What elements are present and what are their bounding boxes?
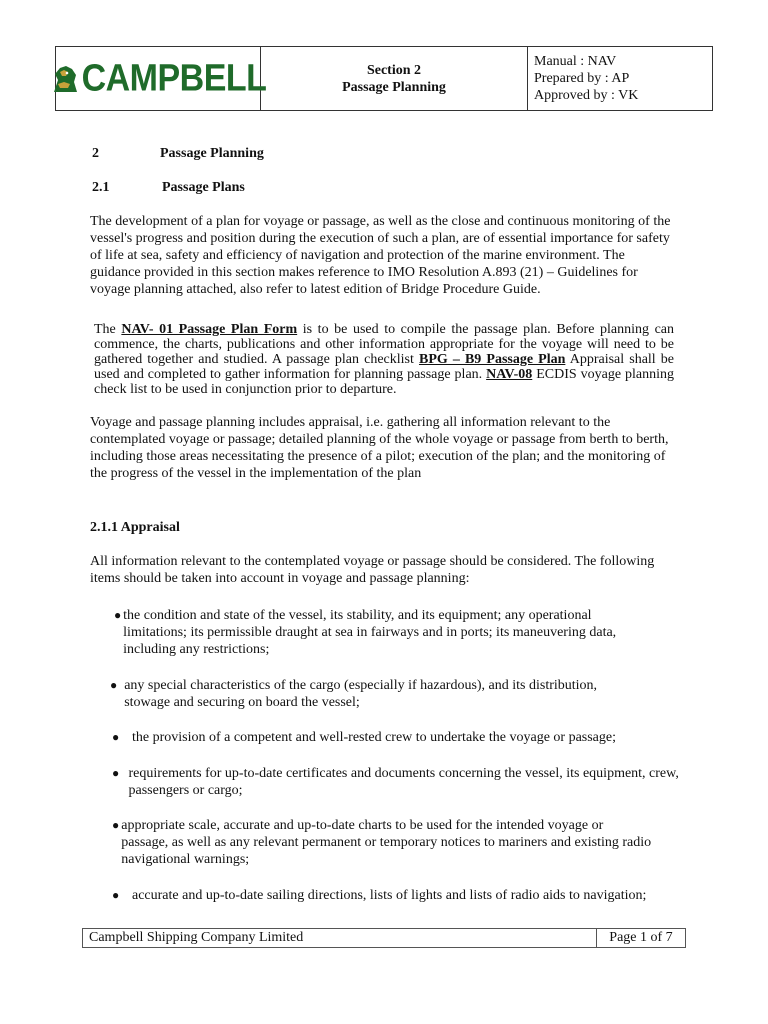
meta-cell	[528, 47, 712, 110]
bullet-icon: ●	[112, 818, 120, 832]
bullet-icon: ●	[112, 888, 120, 902]
list-item: ● appropriate scale, accurate and up-to-date charts to be used for the intended voyage or passage, as well as any relevant permanent or temporary notices to mariners and existing radio navigational warnings;	[112, 818, 652, 867]
text-span: The	[94, 322, 122, 337]
heading-2	[92, 145, 264, 162]
paragraph-forms	[94, 322, 674, 397]
footer-page-number: Page 1 of 7	[609, 930, 673, 945]
section-title: Passage Planning	[342, 79, 446, 95]
heading-title: Passage Plans	[162, 180, 245, 195]
text-span: ECDIS voyage planning check list to be used in conjunction prior to departure.	[94, 367, 674, 397]
list-item: ● any special characteristics of the cargo (especially if hazardous), and its distribution, stowage and securing on board the vessel;	[110, 678, 598, 710]
link-nav-08[interactable]: NAV-08	[486, 367, 533, 382]
logo-wordmark: CAMPBELL	[81, 56, 267, 100]
heading-2-1	[92, 179, 245, 196]
list-item: ● accurate and up-to-date sailing directions, lists of lights and lists of radio aids to navigation;	[112, 888, 647, 903]
list-item: ● requirements for up-to-date certificates and documents concerning the vessel, its equipment, crew, passengers or cargo;	[112, 766, 679, 798]
list-item: ● the condition and state of the vessel, its stability, and its equipment; any operational limitations; its permissible draught at sea in fairways and in ports; its maneuvering data, including any restrictions;	[114, 608, 617, 657]
section-number: Section 2	[366, 62, 422, 78]
document-footer	[82, 928, 686, 948]
paragraph-intro: The development of a plan for voyage or passage, as well as the close and continuous monitoring of the vessel's progress and position during the execution of such a plan, are of essential importance for safety of life at sea, safety and efficiency of navigation and protection of the marine environment. The guidance provided in this section makes reference to IMO Resolution A.893 (21) – Guidelines for voyage planning attached, also refer to latest edition of Bridge Procedure Guide.	[90, 214, 671, 297]
prepared-by: Prepared by : AP	[534, 71, 630, 86]
heading-number: 2	[92, 146, 99, 161]
text-span: is to be used to compile the passage plan. Before planning can commence, the charts, publications and other information appropriate for the voyage will need to be gathered together and studied. A passage plan checklist	[94, 322, 675, 367]
lion-crest-icon	[50, 62, 80, 96]
heading-2-1-1: 2.1.1 Appraisal	[90, 520, 180, 535]
link-nav-01-form[interactable]: NAV- 01 Passage Plan Form	[121, 322, 298, 337]
manual-label: Manual : NAV	[534, 54, 617, 69]
bullet-icon: ●	[112, 766, 120, 780]
link-bpg-b9[interactable]: BPG – B9 Passage Plan	[418, 352, 566, 367]
bullet-icon: ●	[110, 678, 118, 692]
heading-number: 2.1	[92, 180, 110, 195]
paragraph-planning: Voyage and passage planning includes appraisal, i.e. gathering all information relevant to the contemplated voyage or passage; detailed planning of the whole voyage or passage from berth to berth, including those areas necessitating the presence of a pilot; execution of the plan; and the monitoring of the progress of the vessel in the implementation of the plan	[90, 415, 669, 481]
text-span: Appraisal shall be used and completed to gather information for planning passage plan.	[94, 352, 674, 382]
logo-cell	[56, 47, 267, 110]
list-item: ● the provision of a competent and well-rested crew to undertake the voyage or passage;	[112, 730, 616, 745]
heading-title: Passage Planning	[160, 146, 264, 161]
section-cell	[261, 47, 528, 110]
bullet-icon: ●	[114, 608, 122, 622]
document-header	[55, 46, 713, 111]
footer-company: Campbell Shipping Company Limited	[83, 929, 597, 947]
approved-by: Approved by : VK	[534, 88, 639, 103]
company-logo	[50, 56, 267, 100]
paragraph-appraisal: All information relevant to the contemplated voyage or passage should be considered. The following items should be taken into account in voyage and passage planning:	[90, 554, 655, 586]
bullet-icon: ●	[112, 730, 120, 744]
